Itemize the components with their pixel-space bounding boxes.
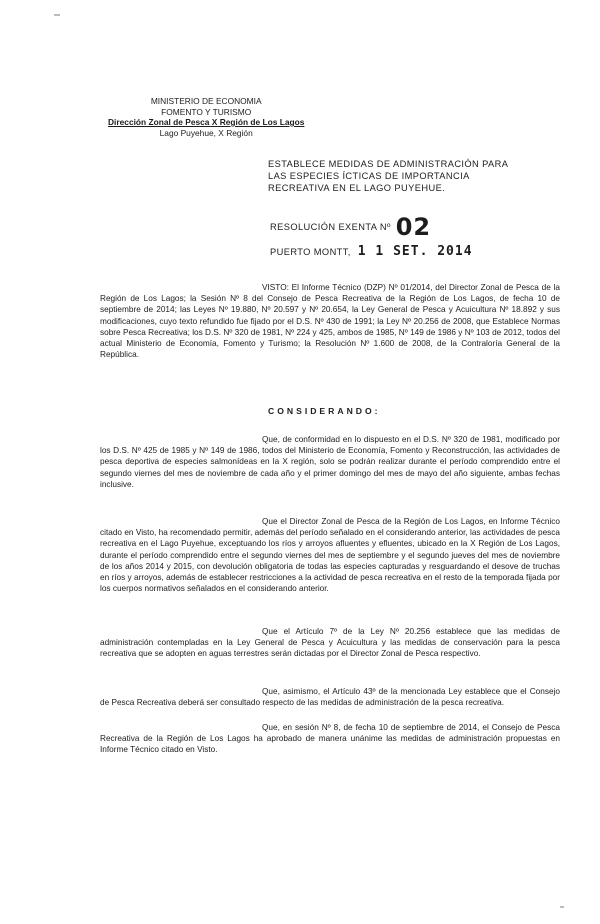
- considerando-paragraph: [100, 686, 560, 708]
- directorate-name: Dirección Zonal de Pesca X Región de Los Lagos: [108, 117, 305, 127]
- resolution-line: [270, 208, 432, 241]
- considerando-paragraph: [100, 626, 560, 660]
- ministry-subname: FOMENTO Y TURISMO: [161, 106, 252, 117]
- considerando-text: Que, en sesión Nº 8, de fecha 10 de septiembre de 2014, el Consejo de Pesca Recreativa de la Región de Los Lagos ha aprobado de manera unánime las medidas de administración propuestas en Informe Técnico citado en Visto.: [100, 723, 560, 755]
- location-line: Lago Puyehue, X Región: [159, 127, 253, 138]
- considerando-text: Que, de conformidad en lo dispuesto en el D.S. Nº 320 de 1981, modificado por los D.S. Nº 425 de 1985 y Nº 149 de 1986, todos del Ministerio de Economía, Fomento y Reconstrucción, las actividades de pesca deportiva de especies salmonídeas en la X región, solo se podrán realizar durante el período comprendido entre el segundo viernes del mes de noviembre de cada año y el primer domingo del mes de mayo del año siguiente, ambas fechas inclusive.: [100, 435, 560, 489]
- scan-mark: [560, 906, 564, 908]
- considerando-text: Que el Artículo 7º de la Ley Nº 20.256 establece que las medidas de administración contempladas en la Ley General de Pesca y Acuicultura y las medidas de conservación para la pesca recreativa que se adopten en aguas terrestres serán dictadas por el Director Zonal de Pesca respectivo.: [100, 627, 560, 659]
- considerando-paragraph: [100, 516, 560, 594]
- title-line-2: LAS ESPECIES ÍCTICAS DE IMPORTANCIA: [268, 171, 470, 181]
- visto-paragraph: [100, 282, 560, 360]
- considerando-paragraph: [100, 434, 560, 490]
- place-date-line: [270, 244, 473, 259]
- title-line-3: RECREATIVA EN EL LAGO PUYEHUE.: [268, 183, 446, 193]
- resolution-number: 02: [395, 213, 432, 241]
- considerando-text: Que el Director Zonal de Pesca de la Región de Los Lagos, en Informe Técnico citado en Visto, ha recomendado permitir, además del período señalado en el considerando anterior, las actividades de pesca recreativa en el Lago Puyehue, exceptuando los ríos y arroyos afluentes y efluentes, ubicado en la X Región de Los Lagos, durante el período comprendido entre el segundo viernes del mes de septiembre y el segundo jueves del mes de noviembre de los años 2014 y 2015, con devolución obligatoria de todas las especies capturadas y resguardando el desove de truchas en ríos y arroyos, además de establecer restricciones a la actividad de pesca recreativa en el resto de la temporada fijada por los cuerpos normativos señalados en el considerando anterior.: [100, 517, 560, 594]
- visto-text: VISTO: El Informe Técnico (DZP) Nº 01/2014, del Director Zonal de Pesca de la Región de Los Lagos; la Sesión Nº 8 del Consejo de Pesca Recreativa de la Región de Los Lagos, de fecha 10 de septiembre de 2014; las Leyes Nº 19.880, Nº 20.597 y Nº 20.654, la Ley General de Pesca y Acuicultura Nº 18.892 y sus modificaciones, cuyo texto refundido fue fijado por el D.S. Nº 430 de 1991; la Ley Nº 20.256 de 2008, que Establece Normas sobre Pesca Recreativa; los D.S. Nº 320 de 1981, Nº 224 y 425, ambos de 1985, Nº 149 de 1986 y Nº 103 de 2012, todos del actual Ministerio de Economía, Fomento y Turismo; la Resolución Nº 1.600 de 2008, de la Contraloría General de la República.: [100, 283, 560, 360]
- considerando-text: Que, asimismo, el Artículo 43º de la mencionada Ley establece que el Consejo de Pesca Recreativa deberá ser consultado respecto de las medidas de administración de la pesca recreativa.: [100, 687, 560, 708]
- date-stamp: 1 1 SET. 2014: [357, 244, 473, 259]
- considerando-heading: CONSIDERANDO:: [268, 406, 381, 416]
- ministry-header: [108, 96, 304, 138]
- scan-mark: [54, 14, 60, 16]
- resolution-label: RESOLUCIÓN EXENTA Nº: [270, 222, 391, 232]
- city: PUERTO MONTT,: [270, 247, 351, 257]
- ministry-name: MINISTERIO DE ECONOMIA: [150, 96, 262, 106]
- title-line-1: ESTABLECE MEDIDAS DE ADMINISTRACIÓN PARA: [268, 159, 509, 169]
- document-title: [268, 158, 558, 194]
- considerando-paragraph: [100, 722, 560, 756]
